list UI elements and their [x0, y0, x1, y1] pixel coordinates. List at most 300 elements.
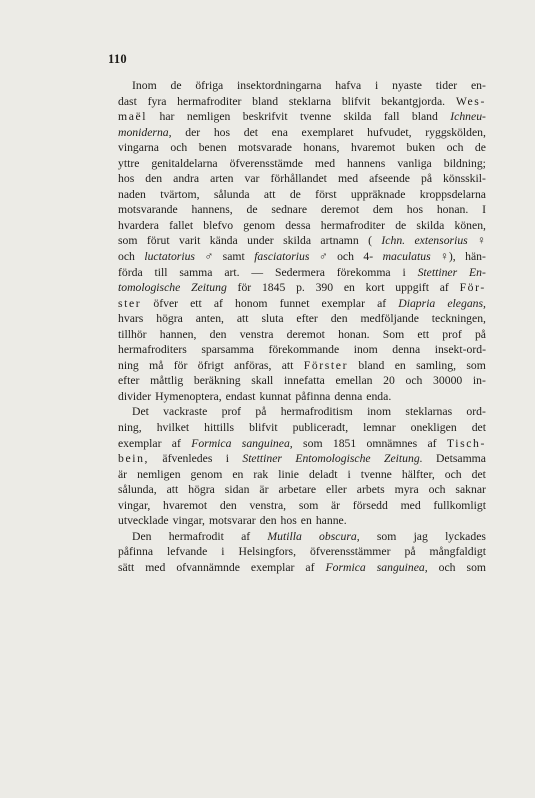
word: genom	[243, 218, 276, 232]
word: påfinna	[118, 545, 154, 559]
word: ning	[118, 358, 139, 372]
word: funnet	[279, 296, 310, 310]
word: der	[185, 125, 201, 139]
word: hvaremot	[350, 141, 396, 155]
word: var	[244, 172, 260, 186]
word: ofvannämnde	[176, 560, 240, 574]
word: högra	[156, 312, 183, 326]
word: I	[482, 203, 486, 217]
text-line	[118, 78, 486, 94]
text-line	[118, 140, 486, 156]
word: hän-	[465, 250, 486, 264]
word: hermafroditers	[118, 343, 187, 357]
italic-word: Ichneu-	[450, 110, 486, 124]
word: sålunda,	[118, 483, 157, 497]
word: förekommande	[268, 343, 340, 357]
italic-word: Stettiner	[242, 452, 282, 466]
word: steklarna	[288, 94, 332, 108]
word: och	[337, 250, 354, 264]
word: af	[377, 296, 387, 310]
text-line	[118, 529, 486, 545]
word: mångfaldigt	[429, 545, 486, 559]
word: och	[118, 250, 135, 264]
word: en-	[471, 79, 486, 92]
word: honan.	[338, 327, 370, 341]
italic-word: Stettiner	[417, 265, 458, 279]
word: onekligen	[410, 421, 457, 435]
word: prof	[221, 405, 242, 419]
word: publiceradt,	[292, 421, 349, 435]
word: sednare	[271, 203, 308, 217]
word: blifvit	[249, 421, 278, 435]
word: teckningen,	[431, 312, 486, 326]
word: först	[315, 187, 337, 201]
word: bildning;	[443, 156, 486, 170]
word: hannens,	[191, 203, 233, 217]
word: förhållandet	[270, 172, 327, 186]
text-line	[118, 482, 486, 498]
word: i	[375, 79, 379, 92]
italic-word: tomologische	[118, 281, 181, 295]
word: medföljande	[360, 312, 419, 326]
word: de	[289, 187, 301, 201]
word: det	[471, 421, 486, 435]
word: tvärtom,	[160, 187, 200, 201]
word: den	[330, 312, 348, 326]
word: ♂	[204, 250, 214, 264]
word: förekomma	[336, 265, 391, 279]
word: samt	[222, 250, 245, 264]
word: måttlig	[150, 374, 184, 388]
word: med	[400, 498, 421, 512]
word: ♀),	[440, 250, 456, 264]
word: venstra,	[249, 498, 287, 512]
word: kunnat	[259, 389, 292, 403]
text-line	[118, 498, 486, 514]
word: nyaste	[392, 79, 422, 92]
word: hermafrodit	[168, 529, 224, 543]
word: som	[376, 529, 397, 543]
word: tvenne	[299, 110, 332, 124]
word: i	[347, 467, 351, 481]
text-line	[118, 560, 486, 576]
word: Det	[132, 405, 149, 419]
word: deremot	[320, 203, 360, 217]
word: öfverensstämmer	[310, 545, 391, 559]
word: må	[149, 358, 164, 372]
text-line	[118, 218, 486, 234]
word: ryggskölden,	[425, 125, 486, 139]
word: dem	[372, 203, 394, 217]
word: har	[159, 110, 175, 124]
word: innefatta	[283, 374, 325, 388]
word: afseende	[369, 172, 410, 186]
word: 4-	[363, 250, 374, 264]
word: en	[394, 358, 406, 372]
italic-word: Formica	[191, 436, 232, 450]
text-line	[118, 544, 486, 560]
italic-word: sanguinea,	[376, 560, 428, 574]
word: enda.	[366, 389, 392, 403]
word: bekantgjorda.	[381, 94, 446, 108]
text-line	[118, 467, 486, 483]
word: arbets	[356, 483, 385, 497]
word: kända	[209, 234, 238, 248]
word: 30000	[433, 374, 463, 388]
word: lemnar	[363, 421, 396, 435]
text-line	[118, 265, 486, 281]
word: hufvudet,	[367, 125, 412, 139]
word: emellan	[335, 374, 373, 388]
word: af	[213, 296, 223, 310]
word: de	[474, 141, 486, 155]
word: rak	[253, 467, 269, 481]
word: naden	[118, 187, 146, 201]
text-line	[118, 296, 486, 312]
word: könen,	[454, 218, 486, 232]
word: venstra	[239, 327, 274, 341]
body-text	[118, 78, 486, 576]
word: i	[402, 265, 406, 279]
text-line	[118, 420, 486, 436]
word: dast	[118, 94, 137, 108]
word: exemplar	[321, 296, 366, 310]
word: den	[219, 498, 237, 512]
word: denna	[392, 343, 421, 357]
text-line	[118, 280, 486, 296]
word: endast	[225, 389, 256, 403]
word: varit	[178, 234, 201, 248]
text-line	[118, 373, 486, 389]
word: 20	[383, 374, 395, 388]
spaced-name: Wes-	[455, 94, 486, 108]
italic-word: Diapria	[398, 296, 436, 310]
word: hos	[213, 125, 231, 139]
word: tvenne	[360, 467, 392, 481]
word: öfverensstämde	[229, 156, 303, 170]
word: exemplar	[118, 436, 162, 450]
word: honom	[235, 296, 268, 310]
word: tider	[435, 79, 458, 92]
word: kroppsdelarna	[419, 187, 486, 201]
text-line	[118, 187, 486, 203]
word: hvilket	[156, 421, 190, 435]
word: hos	[406, 203, 424, 217]
word: blefvo	[203, 218, 234, 232]
word: vackraste	[163, 405, 208, 419]
word: skilda	[343, 110, 372, 124]
word: yttre	[118, 156, 140, 170]
word: tillhör	[118, 327, 147, 341]
word: att	[263, 187, 276, 201]
word: genom	[190, 467, 223, 481]
word: kort	[365, 281, 385, 295]
word: Detsamma	[435, 452, 486, 466]
word: af	[439, 281, 449, 295]
text-line	[118, 327, 486, 343]
page-number: 110	[108, 52, 127, 66]
word: genitaldelarna	[151, 156, 218, 170]
word: skall	[251, 374, 274, 388]
word: att	[236, 312, 249, 326]
italic-word: Zeitung	[191, 281, 227, 295]
word: bland	[358, 358, 385, 372]
text-line	[118, 94, 486, 110]
word: uppgift	[395, 281, 429, 295]
word: en	[343, 281, 355, 295]
word: och	[405, 374, 423, 388]
word: och	[446, 141, 464, 155]
word: ett	[190, 296, 202, 310]
italic-word: obscura,	[319, 529, 360, 543]
word: af	[241, 529, 251, 543]
word: artnamn	[320, 234, 359, 248]
word: med	[314, 156, 336, 170]
word: är	[331, 498, 341, 512]
text-line	[118, 513, 486, 529]
word: förda	[118, 265, 143, 279]
word: dessa	[285, 218, 311, 232]
word: hanne.	[315, 514, 347, 528]
spaced-name: maël	[118, 110, 148, 124]
text-line	[118, 109, 486, 125]
word: vingar,	[172, 514, 205, 528]
word: vanliga	[397, 156, 432, 170]
text-line	[118, 389, 486, 405]
word: förut	[146, 234, 170, 248]
word: omnämnes	[366, 436, 418, 450]
word: inom	[367, 405, 392, 419]
word: fall	[383, 110, 400, 124]
text-line	[118, 404, 486, 420]
italic-word: extensorius	[414, 234, 468, 248]
word: de	[246, 203, 258, 217]
word: ♀	[477, 234, 486, 248]
word: insekt-ord-	[434, 343, 486, 357]
word: hos	[118, 172, 135, 186]
word: öfver	[153, 296, 179, 310]
word: påfinna	[295, 389, 331, 403]
word: honan.	[436, 203, 469, 217]
word: fallet	[169, 218, 194, 232]
italic-word: Formica	[325, 560, 366, 574]
italic-word: fasciatorius	[254, 250, 310, 264]
word: sluta	[261, 312, 284, 326]
word: och	[438, 560, 456, 574]
word: och	[428, 483, 446, 497]
word: den	[259, 514, 277, 528]
word: eller	[326, 483, 347, 497]
text-line	[118, 156, 486, 172]
word: som	[466, 358, 486, 372]
word: sparsamma	[201, 343, 254, 357]
word: blifvit	[341, 94, 371, 108]
text-line	[118, 342, 486, 358]
word: hälfter,	[401, 467, 435, 481]
word: för	[237, 281, 252, 295]
word: hvars	[118, 312, 144, 326]
word: till	[154, 265, 168, 279]
word: motsvarar	[208, 514, 256, 528]
word: buken	[406, 141, 436, 155]
word: lefvande	[167, 545, 208, 559]
word: den	[209, 327, 227, 341]
word: p.	[296, 281, 305, 295]
word: att	[166, 483, 179, 497]
word: motsvarade	[238, 141, 292, 155]
word: exemplar	[250, 560, 295, 574]
word: utvecklade	[118, 514, 169, 528]
text-line	[118, 202, 486, 218]
word: som	[303, 436, 323, 450]
word: hermafroditism	[280, 405, 353, 419]
word: art.	[224, 265, 240, 279]
word: hos	[280, 514, 297, 528]
word: benen	[198, 141, 227, 155]
word: högra	[188, 483, 215, 497]
word: myra	[394, 483, 419, 497]
word: steklarnas	[405, 405, 453, 419]
italic-word: Entomologische	[295, 452, 371, 466]
word: samling,	[416, 358, 457, 372]
word: bland	[252, 94, 279, 108]
italic-word: Mutilla	[267, 529, 302, 543]
word: jag	[413, 529, 428, 543]
word: Hymenoptera,	[155, 389, 222, 403]
italic-word: luctatorius	[144, 250, 195, 264]
word: öfriga	[195, 79, 224, 92]
word: det	[471, 467, 486, 481]
word: uppräknade	[350, 187, 406, 201]
word: hermafroditer	[177, 94, 242, 108]
word: prof	[442, 327, 462, 341]
word: (	[368, 234, 373, 248]
text-line	[118, 311, 486, 327]
spaced-name: Förster	[303, 358, 349, 372]
word: denna	[334, 389, 363, 403]
word: är	[259, 483, 269, 497]
word: är	[118, 467, 128, 481]
word: divider	[118, 389, 152, 403]
word: af	[427, 436, 437, 450]
word: Den	[132, 529, 152, 543]
word: under	[247, 234, 274, 248]
word: i	[221, 545, 225, 559]
text-line	[118, 233, 486, 249]
word: in-	[472, 374, 486, 388]
italic-word: En-	[469, 265, 486, 279]
word: efter	[118, 374, 140, 388]
word: 1851	[332, 436, 357, 450]
italic-word: Ichn.	[381, 234, 406, 248]
word: beskrifvit	[242, 110, 288, 124]
word: den	[145, 172, 163, 186]
word: efter	[296, 312, 318, 326]
text-line	[118, 451, 486, 467]
word: hafva	[335, 79, 362, 92]
word: beräkning	[193, 374, 241, 388]
italic-word: Zeitung.	[383, 452, 423, 466]
word: sålunda	[213, 187, 250, 201]
word: med	[337, 172, 359, 186]
word: saknar	[455, 483, 486, 497]
word: vingarna	[118, 141, 159, 155]
word: att	[281, 358, 294, 372]
word: hittills	[204, 421, 235, 435]
word: för	[173, 358, 188, 372]
word: honans,	[303, 141, 340, 155]
word: och	[170, 141, 188, 155]
word: bland	[411, 110, 438, 124]
text-line	[118, 125, 486, 141]
word: en	[232, 467, 244, 481]
word: arten	[210, 172, 234, 186]
word: 390	[315, 281, 334, 295]
word: fyra	[147, 94, 167, 108]
word: försedd	[352, 498, 388, 512]
word: hvardera	[118, 218, 159, 232]
word: insektordningarna	[237, 79, 322, 92]
word: exemplaret	[301, 125, 354, 139]
word: nemligen	[186, 110, 231, 124]
word: som	[298, 498, 319, 512]
word: det	[243, 125, 259, 139]
word: öfrigt	[197, 358, 224, 372]
word: och	[444, 467, 462, 481]
word: linie	[278, 467, 299, 481]
word: skilda	[416, 218, 445, 232]
word: sidan	[224, 483, 250, 497]
word: anten,	[195, 312, 224, 326]
word: fullkomligt	[433, 498, 486, 512]
word: samma	[179, 265, 213, 279]
word: —	[251, 265, 264, 279]
word: Helsingfors,	[238, 545, 296, 559]
word: ning,	[118, 421, 142, 435]
italic-word: moniderna,	[118, 125, 172, 139]
word: som	[118, 234, 138, 248]
italic-word: sanguinea,	[241, 436, 293, 450]
text-line	[118, 436, 486, 452]
word: Inom	[132, 79, 157, 92]
word: sätt	[118, 560, 135, 574]
word: som	[466, 560, 486, 574]
word: ett	[417, 327, 430, 341]
word: arbetare	[278, 483, 317, 497]
word: deremot	[286, 327, 325, 341]
word: ord-	[466, 405, 486, 419]
word: hannen,	[159, 327, 197, 341]
word: 1845	[261, 281, 286, 295]
text-line	[118, 171, 486, 187]
word: skilda	[283, 234, 312, 248]
word: hermafroditer	[320, 218, 386, 232]
text-line	[118, 358, 486, 374]
word: äfvenledes	[162, 452, 213, 466]
spaced-name: Tisch-	[446, 436, 486, 450]
word: lyckades	[445, 529, 486, 543]
word: ena	[271, 125, 288, 139]
text-line	[118, 249, 486, 265]
word: motsvarande	[118, 203, 178, 217]
word: hvaremot	[163, 498, 208, 512]
word: en	[300, 514, 312, 528]
word: med	[145, 560, 166, 574]
word: inom	[353, 343, 378, 357]
word: på	[421, 172, 433, 186]
word: i	[225, 452, 229, 466]
word: Sedermera	[274, 265, 325, 279]
